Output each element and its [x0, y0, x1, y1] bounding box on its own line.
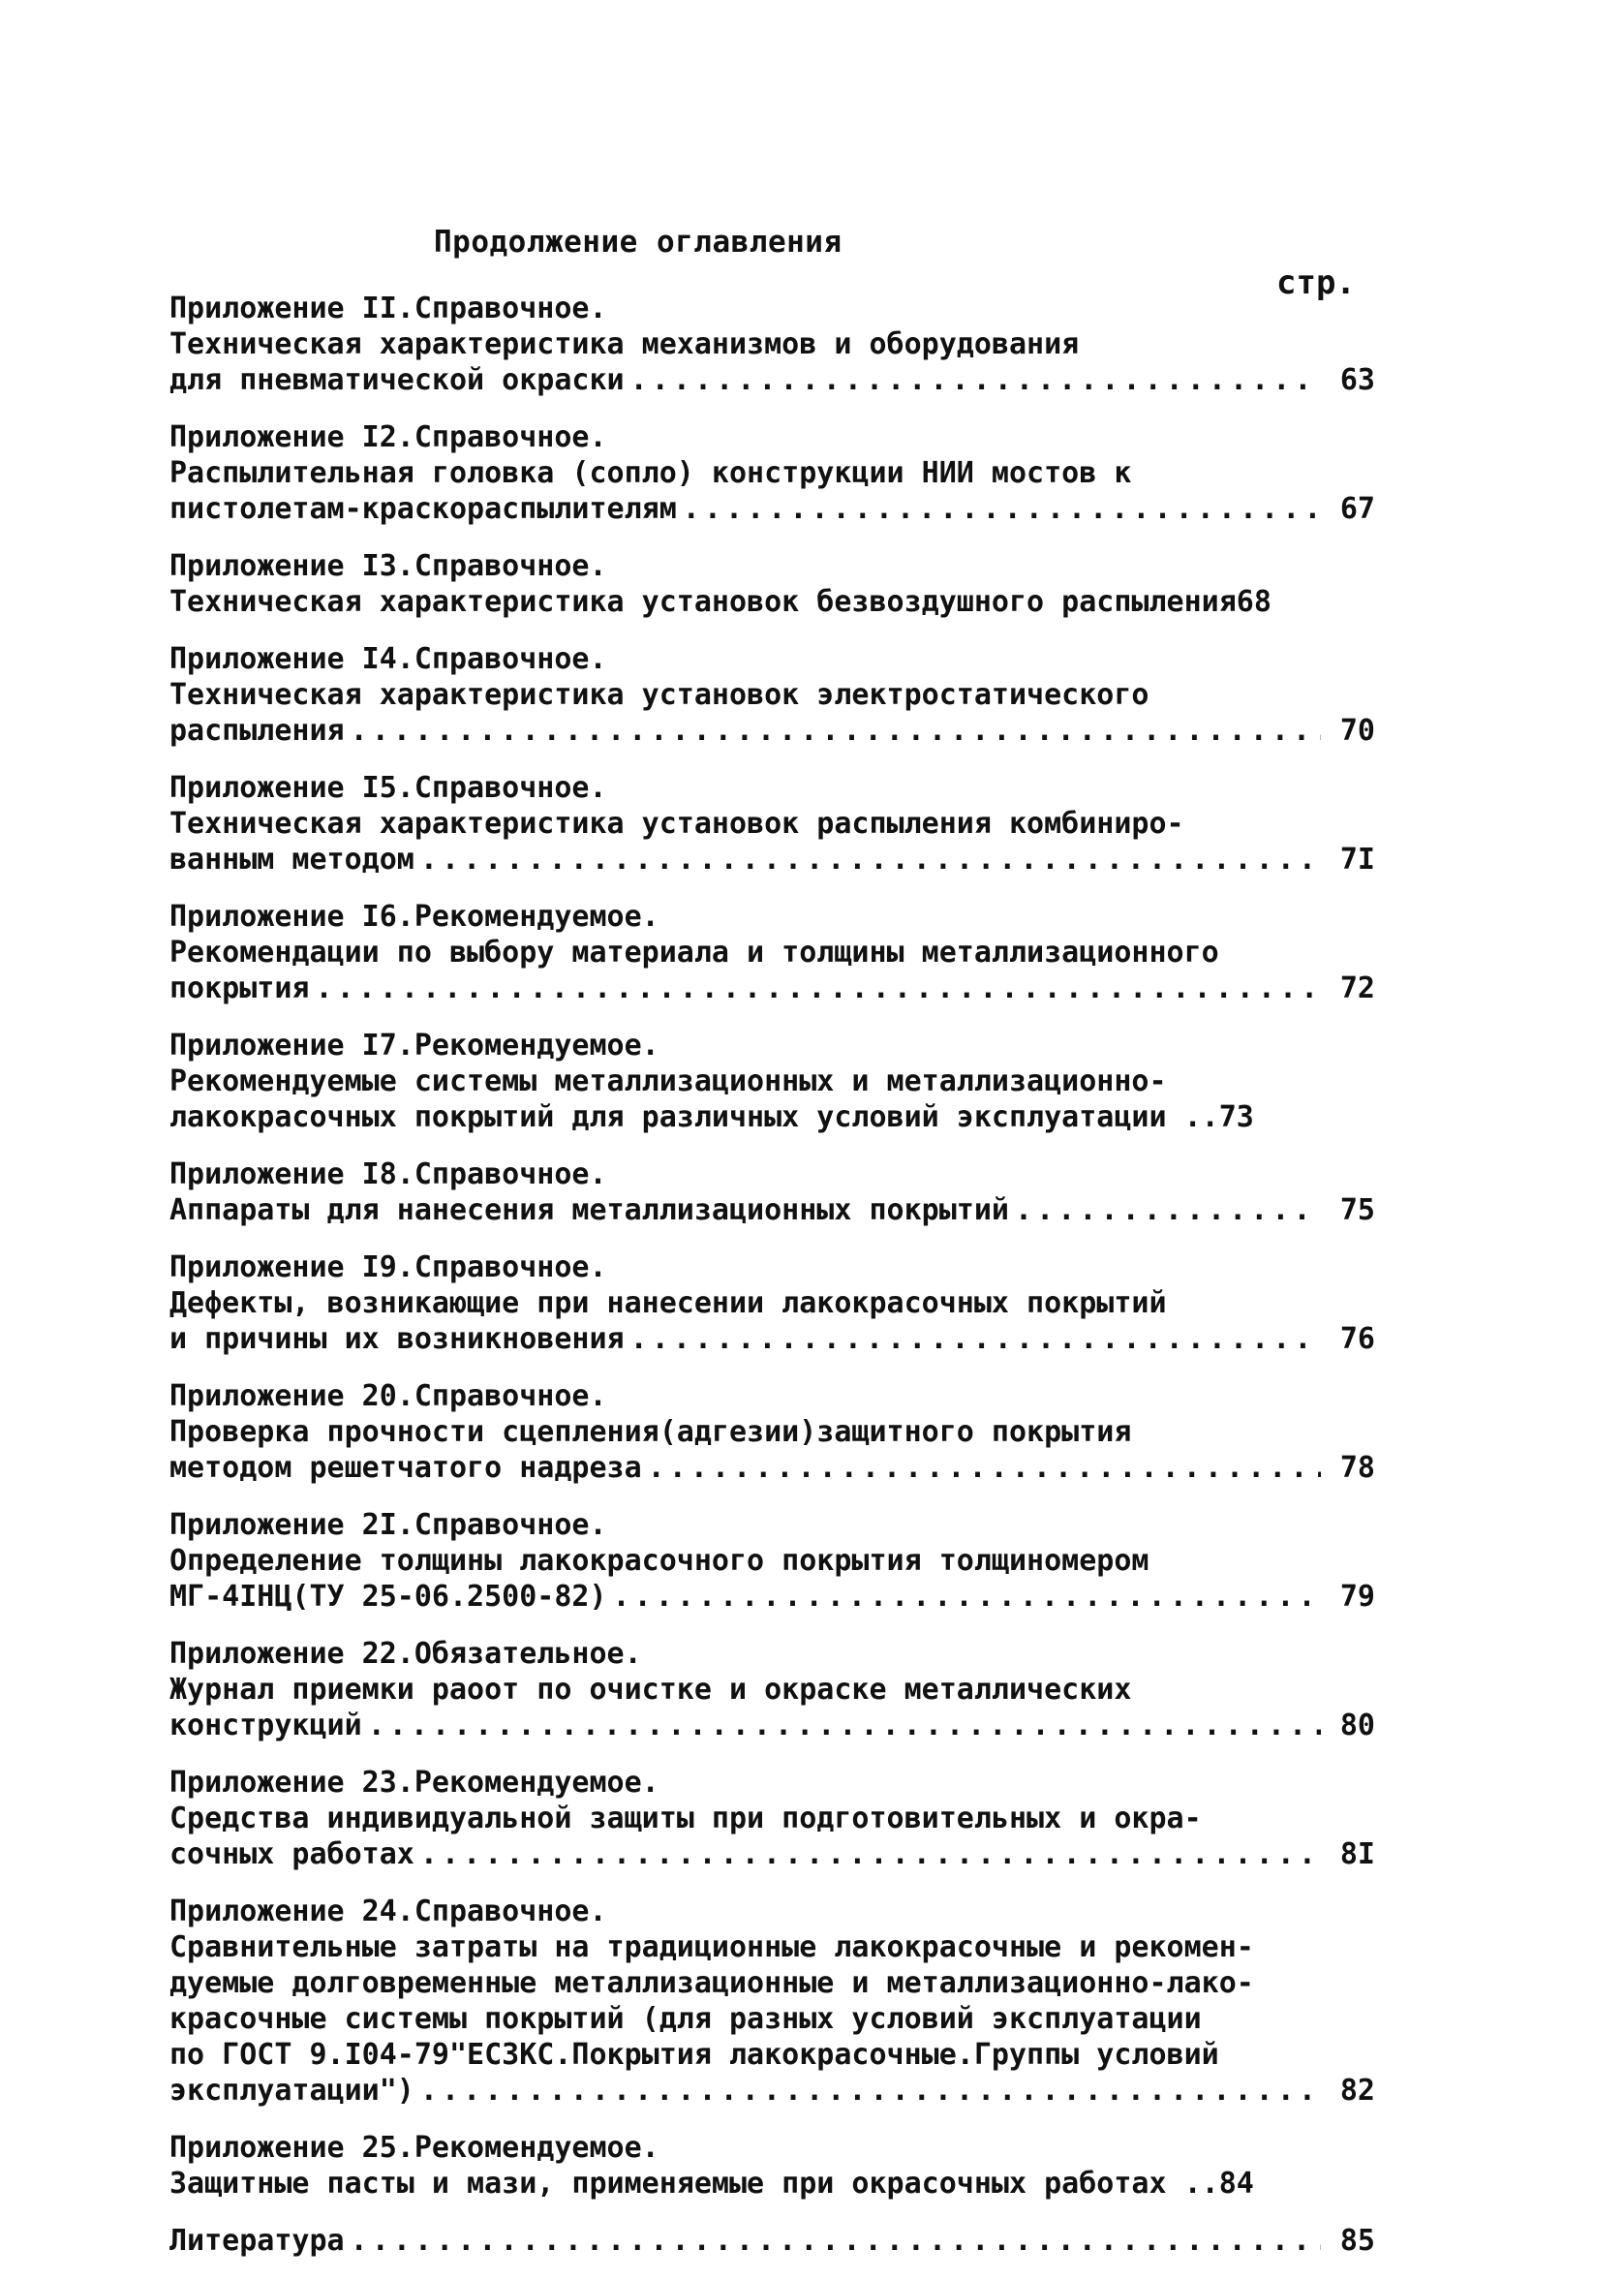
toc-entry-description-line: Техническая характеристика установок распыления комбиниро-	[169, 807, 1184, 841]
toc-entry	[169, 1156, 1375, 1228]
toc-entry-description-line: Распылительная головка (сопло) конструкции НИИ мостов к	[169, 456, 1132, 490]
toc-entry-final-text: эксплуатации")	[169, 2074, 414, 2108]
toc-entry-final-text: методом решетчатого надреза	[169, 1451, 642, 1485]
toc-entry-page-number: 73	[1218, 1100, 1254, 1134]
toc-entry	[169, 1507, 1375, 1615]
toc-entry-description-line: красочные системы покрытий (для разных условий эксплуатации	[169, 2002, 1202, 2036]
toc-entry-title: Приложение I6.Рекомендуемое.	[169, 900, 659, 934]
toc-entry-title: Приложение 22.Обязательное.	[169, 1637, 642, 1671]
toc-entry-description-line: Рекомендации по выбору материала и толщины металлизационного	[169, 936, 1219, 970]
toc-entry-page-number: 72	[1339, 971, 1375, 1005]
toc-entry-page-number: 82	[1339, 2074, 1375, 2108]
toc-entry-description-line: Техническая характеристика установок электростатического	[169, 678, 1149, 712]
toc-entry-final-line	[169, 1192, 1375, 1228]
toc-entry	[169, 641, 1375, 749]
toc-entry-final-line	[169, 362, 1375, 398]
toc-entry-final-line	[169, 1321, 1375, 1357]
dot-leader	[648, 1450, 1321, 1486]
toc-entry-final-text: пистолетам-краскораспылителям	[169, 492, 677, 526]
toc-entry	[169, 1636, 1375, 1743]
toc-entry-final-line	[169, 2166, 1375, 2202]
toc-entry-final-text: лакокрасочных покрытий для различных условий эксплуатации ..	[169, 1100, 1219, 1134]
toc-entry-description-line: по ГОСТ 9.I04-79"ЕСЗКС.Покрытия лакокрасочные.Группы условий	[169, 2038, 1219, 2072]
toc-entry	[169, 1249, 1375, 1357]
toc-entry	[169, 770, 1375, 878]
dot-leader	[351, 2223, 1321, 2259]
toc-entry-page-number: 67	[1339, 492, 1375, 526]
toc-entry-page-number: 75	[1339, 1193, 1375, 1227]
toc-entry-title: Приложение I7.Рекомендуемое.	[169, 1029, 659, 1063]
toc-entry-description-line: Средства индивидуальной защиты при подготовительных и окра-	[169, 1802, 1202, 1835]
toc-entry-final-text: Литература	[169, 2224, 345, 2258]
toc-entry-title: Приложение I8.Справочное.	[169, 1157, 607, 1191]
toc-entry	[169, 1028, 1375, 1135]
toc-entry-page-number: 7I	[1339, 843, 1375, 877]
toc-entry	[169, 1765, 1375, 1872]
toc-entry-page-number: 63	[1339, 363, 1375, 397]
page-column-label: стр.	[1276, 263, 1356, 302]
dot-leader	[630, 362, 1321, 398]
toc-entry-title: Приложение I9.Справочное.	[169, 1250, 607, 1284]
toc-entry-final-text: ванным методом	[169, 843, 414, 877]
dot-leader	[316, 971, 1322, 1006]
toc-entry-final-line	[169, 971, 1375, 1006]
toc-entry-title: Приложение I2.Справочное.	[169, 420, 607, 454]
dot-leader	[420, 842, 1321, 878]
dot-leader	[1015, 1192, 1321, 1228]
toc-entry-final-text: распыления	[169, 714, 345, 748]
toc-entry-final-text: покрытия	[169, 971, 310, 1005]
table-of-contents	[169, 291, 1375, 2280]
toc-entry-title: Приложение II.Справочное.	[169, 292, 607, 325]
toc-entry-final-line	[169, 1450, 1375, 1486]
toc-entry-title: Приложение 20.Справочное.	[169, 1379, 607, 1413]
toc-entry-final-line	[169, 842, 1375, 878]
dot-leader	[420, 2073, 1321, 2109]
toc-entry-description-line: Сравнительные затраты на традиционные лакокрасочные и рекомен-	[169, 1930, 1254, 1964]
toc-entry-title: Приложение I5.Справочное.	[169, 771, 607, 805]
toc-entry	[169, 2223, 1375, 2259]
dot-leader	[351, 713, 1321, 749]
toc-entry-page-number: 70	[1339, 714, 1375, 748]
toc-entry	[169, 1378, 1375, 1486]
toc-entry-title: Приложение 2I.Справочное.	[169, 1508, 607, 1542]
toc-entry-final-text: Защитные пасты и мази, применяемые при окрасочных работах ..	[169, 2167, 1219, 2201]
dot-leader	[368, 1708, 1321, 1743]
toc-entry-description-line: Определение толщины лакокрасочного покрытия толщиномером	[169, 1544, 1149, 1578]
toc-entry-description-line: Рекомендуемые системы металлизационных и металлизационно-	[169, 1064, 1167, 1098]
toc-entry	[169, 419, 1375, 527]
toc-entry-title: Приложение 24.Справочное.	[169, 1895, 607, 1928]
toc-entry	[169, 899, 1375, 1006]
toc-entry-final-text: конструкций	[169, 1709, 362, 1742]
toc-entry-final-line	[169, 1708, 1375, 1743]
toc-entry-final-text: МГ-4IНЦ(ТУ 25-06.2500-82)	[169, 1580, 607, 1614]
toc-entry-final-text: и причины их возникновения	[169, 1322, 625, 1356]
toc-entry-description-line: Техническая характеристика механизмов и оборудования	[169, 327, 1080, 361]
dot-leader	[630, 1321, 1321, 1357]
toc-entry-final-line	[169, 1836, 1375, 1872]
dot-leader	[683, 491, 1321, 527]
toc-entry-page-number: 84	[1218, 2167, 1254, 2201]
toc-entry-title: Приложение 23.Рекомендуемое.	[169, 1766, 659, 1800]
toc-entry	[169, 1894, 1375, 2109]
toc-entry	[169, 291, 1375, 398]
toc-entry-description-line: дуемые долговременные металлизационные и металлизационно-лако-	[169, 1966, 1254, 2000]
toc-entry-final-line	[169, 2073, 1375, 2109]
dot-leader	[613, 1579, 1321, 1615]
toc-entry-page-number: 68	[1236, 585, 1272, 619]
toc-entry-description-line: Журнал приемки раоот по очистке и окраске металлических	[169, 1673, 1132, 1707]
toc-entry-final-line	[169, 713, 1375, 749]
toc-entry-final-line	[169, 491, 1375, 527]
toc-entry-page-number: 78	[1339, 1451, 1375, 1485]
toc-entry-final-text: для пневматической окраски	[169, 363, 625, 397]
toc-entry-final-text: Техническая характеристика установок безвоздушного распыления	[169, 585, 1237, 619]
toc-entry-final-text: сочных работах	[169, 1837, 414, 1871]
toc-entry-title: Приложение 25.Рекомендуемое.	[169, 2131, 659, 2165]
toc-entry-page-number: 80	[1339, 1709, 1375, 1742]
toc-entry-final-line	[169, 584, 1375, 620]
toc-entry-final-line	[169, 1099, 1375, 1135]
toc-entry-title: Приложение I3.Справочное.	[169, 549, 607, 583]
toc-entry-title: Приложение I4.Справочное.	[169, 642, 607, 676]
toc-entry-final-line	[169, 2223, 1375, 2259]
toc-entry-page-number: 8I	[1339, 1837, 1375, 1871]
toc-entry-final-line	[169, 1579, 1375, 1615]
toc-entry-description-line: Дефекты, возникающие при нанесении лакокрасочных покрытий	[169, 1286, 1167, 1320]
toc-entry-page-number: 85	[1339, 2224, 1375, 2258]
toc-heading: Продолжение оглавления	[434, 225, 843, 260]
toc-entry-final-text: Аппараты для нанесения металлизационных покрытий	[169, 1193, 1009, 1227]
toc-entry-description-line: Проверка прочности сцепления(адгезии)защитного покрытия	[169, 1415, 1132, 1449]
toc-entry-page-number: 79	[1339, 1580, 1375, 1614]
dot-leader	[420, 1836, 1321, 1872]
toc-entry	[169, 548, 1375, 620]
toc-entry	[169, 2130, 1375, 2202]
toc-entry-page-number: 76	[1339, 1322, 1375, 1356]
